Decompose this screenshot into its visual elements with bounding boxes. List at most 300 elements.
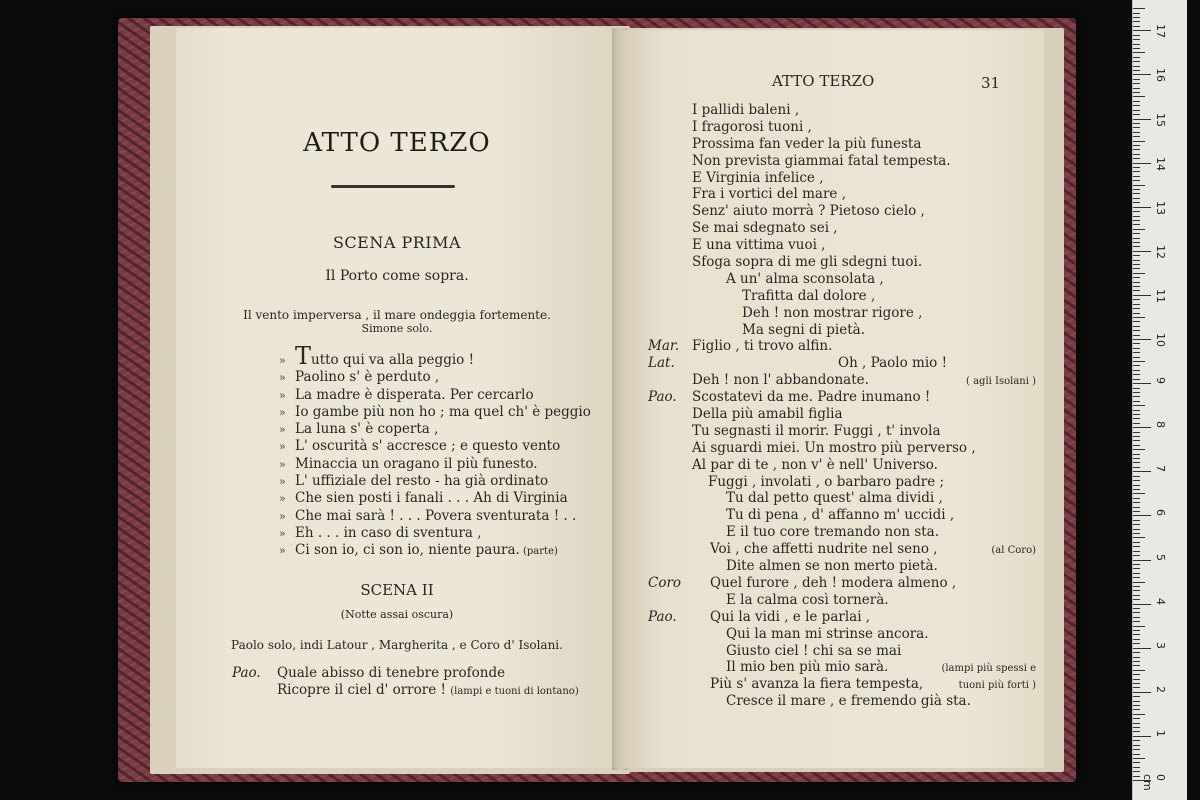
verse-line	[279, 369, 591, 386]
verse-text: Il mio ben più mio sarà.	[726, 659, 889, 676]
stage-direction: tuoni più forti )	[958, 680, 1036, 692]
ruler-tick	[1133, 365, 1140, 366]
ruler-tick	[1133, 264, 1140, 265]
ruler-tick	[1133, 524, 1140, 525]
quote-mark: »	[279, 526, 286, 540]
scene-setting: Il Porto come sopra.	[325, 268, 469, 284]
ruler-tick	[1133, 343, 1140, 344]
verse-line	[622, 643, 1044, 660]
verse-line	[622, 322, 1044, 339]
page-title: ATTO TERZO	[303, 128, 491, 158]
verse-line	[622, 220, 1044, 237]
ruler-tick	[1133, 630, 1140, 631]
verse-line	[622, 440, 1044, 457]
ruler-label: 1	[1154, 729, 1167, 737]
ruler-label: 7	[1154, 465, 1167, 473]
ruler-label: 2	[1154, 685, 1167, 693]
ruler-tick	[1133, 454, 1140, 455]
ruler-tick	[1133, 414, 1140, 415]
verse-text: Figlio , ti trovo alfin.	[692, 338, 833, 355]
ruler-tick	[1133, 692, 1151, 693]
verse-line	[622, 474, 1044, 491]
verse-text: Senz' aiuto morrà ? Pietoso cielo ,	[692, 203, 925, 220]
ruler-tick	[1133, 458, 1140, 459]
ruler-tick	[1133, 158, 1140, 159]
speech	[277, 665, 579, 700]
ruler-tick	[1133, 560, 1151, 561]
ruler-label: 10	[1154, 333, 1167, 347]
scene-heading: SCENA PRIMA	[332, 233, 462, 252]
ruler-tick	[1133, 718, 1140, 719]
ruler-tick	[1133, 348, 1140, 349]
drop-capital: T	[295, 342, 312, 370]
ruler-tick	[1133, 498, 1140, 499]
ruler-tick	[1133, 233, 1140, 234]
ruler-tick	[1133, 304, 1140, 305]
verse-line	[622, 186, 1044, 203]
ruler-tick	[1133, 493, 1145, 494]
ruler-label: 15	[1154, 112, 1167, 127]
verse-text: Oh , Paolo mio !	[838, 355, 947, 372]
ruler-tick	[1133, 220, 1140, 221]
verse-text: Io gambe più non ho ; ma quel ch' è peggio	[295, 403, 591, 420]
ruler-tick	[1133, 79, 1140, 80]
ruler-tick	[1133, 268, 1140, 269]
verse-line	[622, 676, 1044, 693]
ruler-tick	[1133, 70, 1140, 71]
ruler-label: 13	[1154, 200, 1167, 215]
verse-text: Non prevista giammai fatal tempesta.	[692, 152, 951, 169]
verse-text: Tu di pena , d' affanno m' uccidi ,	[726, 507, 955, 524]
ruler-tick	[1133, 573, 1140, 574]
verse-line	[622, 153, 1044, 170]
ruler-tick	[1133, 604, 1151, 605]
ruler-tick	[1133, 388, 1140, 389]
ruler-tick	[1133, 445, 1140, 446]
ruler-tick	[1133, 39, 1140, 40]
ruler-tick	[1133, 586, 1140, 587]
ruler-tick	[1133, 299, 1140, 300]
verse-line	[622, 203, 1044, 220]
ruler-label: 8	[1154, 421, 1167, 429]
ruler-tick	[1133, 211, 1140, 212]
ruler-tick	[1133, 335, 1140, 336]
verse-line	[279, 342, 591, 370]
ruler-tick	[1133, 255, 1140, 256]
speech-text: Ricopre il ciel d' orrore !	[277, 682, 446, 698]
ruler-tick	[1133, 657, 1140, 658]
verse-block	[279, 342, 591, 561]
ruler-tick	[1133, 308, 1140, 309]
ruler-tick	[1133, 273, 1145, 274]
ruler-tick	[1133, 546, 1140, 547]
ruler-tick	[1133, 145, 1140, 146]
verse-text: I fragorosi tuoni ,	[692, 118, 812, 135]
ruler-tick	[1133, 251, 1151, 252]
verse-text: Qui la vidi , e le parlai ,	[710, 608, 871, 625]
ruler-tick	[1133, 141, 1145, 142]
verse-line	[279, 438, 591, 455]
ruler-tick	[1133, 449, 1145, 450]
stage-direction: (lampi e tuoni di lontano)	[450, 686, 579, 697]
ruler-tick	[1133, 626, 1145, 627]
verse-line	[622, 558, 1044, 575]
ruler-tick	[1133, 216, 1140, 217]
verse-line	[622, 626, 1044, 643]
ruler-tick	[1133, 736, 1151, 737]
quote-mark: »	[279, 388, 286, 402]
ruler-label: 16	[1154, 68, 1167, 83]
verse-line	[622, 338, 1044, 355]
ruler-tick	[1133, 683, 1140, 684]
ruler-tick	[1133, 529, 1140, 530]
verse-line	[622, 355, 1044, 372]
ruler-tick	[1133, 489, 1140, 490]
verse-text: E il tuo core tremando non sta.	[726, 524, 940, 541]
ruler-tick	[1133, 652, 1140, 653]
stage-direction: ( agli Isolani )	[966, 376, 1036, 388]
quote-mark: »	[279, 492, 286, 506]
scene-setting-2: (Notte assai oscura)	[340, 608, 454, 621]
verse-block	[622, 102, 1044, 710]
speech-line	[277, 682, 579, 700]
verse-line	[622, 659, 1044, 676]
ruler-tick	[1133, 96, 1145, 97]
verse-text: Voi , che affetti nudrite nel seno ,	[710, 541, 938, 558]
quote-mark: »	[279, 405, 286, 419]
verse-text: Dite almen se non merto pietà.	[726, 558, 938, 575]
ruler-tick	[1133, 198, 1140, 199]
verse-line	[622, 254, 1044, 271]
verse-text: Più s' avanza la fiera tempesta,	[710, 676, 924, 693]
stage-direction: (parte)	[519, 546, 558, 558]
ruler-tick	[1133, 74, 1151, 75]
verse-text: E una vittima vuoi ,	[692, 237, 826, 254]
speaker-label: Pao.	[648, 389, 677, 406]
ruler-tick	[1133, 595, 1140, 596]
verse-text: Eh . . . in caso di sventura ,	[295, 524, 482, 541]
verse-line	[279, 404, 591, 421]
verse-text: Fuggi , involati , o barbaro padre ;	[708, 473, 945, 490]
ruler-tick	[1133, 132, 1140, 133]
ruler-tick	[1133, 136, 1140, 137]
ruler-tick	[1133, 754, 1140, 755]
verse-text: Che sien posti i fanali . . . Ah di Virginia	[295, 490, 568, 507]
verse-text: Cresce il mare , e fremendo già sta.	[726, 693, 971, 710]
verse-line	[622, 119, 1044, 136]
ruler-tick	[1133, 749, 1140, 750]
ruler-tick	[1133, 286, 1140, 287]
ruler-tick	[1133, 679, 1140, 680]
verse-line	[622, 609, 1044, 626]
ruler-tick	[1133, 383, 1151, 384]
ruler-tick	[1133, 555, 1140, 556]
speaker-label: Lat.	[648, 355, 675, 372]
ruler-tick	[1133, 61, 1140, 62]
running-header: ATTO TERZO	[772, 72, 875, 90]
ruler-tick	[1133, 207, 1151, 208]
ruler-tick	[1133, 423, 1140, 424]
ruler-tick	[1133, 110, 1140, 111]
ruler-tick	[1133, 542, 1140, 543]
verse-text: Sfoga sopra di me gli sdegni tuoi.	[692, 254, 923, 271]
verse-line	[622, 507, 1044, 524]
ruler-tick	[1133, 238, 1140, 239]
ruler-tick	[1133, 639, 1140, 640]
quote-mark: »	[279, 509, 286, 523]
ruler-tick	[1133, 101, 1140, 102]
ruler-tick	[1133, 114, 1140, 115]
ruler-tick	[1133, 440, 1140, 441]
verse-line	[622, 592, 1044, 609]
stage-direction: Il vento imperversa , il mare ondeggia fortemente.	[243, 308, 551, 322]
ruler-label: 4	[1154, 597, 1167, 605]
ruler-tick	[1133, 21, 1140, 22]
title-rule	[331, 185, 455, 188]
ruler-tick	[1133, 705, 1140, 706]
verse-text: E la calma così tornerà.	[726, 591, 889, 608]
verse-text: E Virginia infelice ,	[692, 169, 824, 186]
ruler-tick	[1133, 727, 1140, 728]
ruler-tick	[1133, 665, 1140, 666]
verse-text: Al par di te , non v' è nell' Universo.	[692, 456, 938, 473]
verse-text: Ma segni di pietà.	[742, 321, 865, 338]
ruler-tick	[1133, 436, 1140, 437]
ruler-tick	[1133, 758, 1145, 759]
ruler-tick	[1133, 48, 1140, 49]
ruler-tick	[1133, 66, 1140, 67]
verse-text: Deh ! non mostrar rigore ,	[742, 304, 923, 321]
scene-heading-2: SCENA II	[360, 581, 434, 599]
ruler-tick	[1133, 317, 1145, 318]
ruler-tick	[1133, 202, 1140, 203]
ruler-tick	[1133, 370, 1140, 371]
ruler-tick	[1133, 661, 1140, 662]
quote-mark: »	[279, 354, 286, 367]
ruler-tick	[1133, 246, 1140, 247]
ruler-tick	[1133, 564, 1140, 565]
ruler-tick	[1133, 396, 1140, 397]
ruler-tick	[1133, 771, 1140, 772]
stage-direction: (lampi più spessi e	[941, 663, 1036, 675]
verse-text: Fra i vortici del mare ,	[692, 186, 847, 203]
ruler-tick	[1133, 714, 1145, 715]
ruler-tick	[1133, 634, 1140, 635]
ruler-tick	[1133, 57, 1140, 58]
ruler-tick	[1133, 701, 1140, 702]
ruler-tick	[1133, 643, 1140, 644]
verse-text: Se mai sdegnato sei ,	[692, 220, 838, 237]
ruler-tick	[1133, 154, 1140, 155]
verse-line	[622, 490, 1044, 507]
ruler-tick	[1133, 427, 1151, 428]
verse-line	[622, 102, 1044, 119]
ruler-tick	[1133, 410, 1140, 411]
verse-text: Giusto ciel ! chi sa se mai	[726, 642, 902, 659]
verse-line	[279, 456, 591, 473]
ruler-tick	[1133, 731, 1140, 732]
verse-text: Paolino s' è perduto ,	[295, 369, 440, 386]
ruler-tick	[1133, 696, 1140, 697]
ruler-tick	[1133, 776, 1140, 777]
speech-line: Quale abisso di tenebre profonde	[277, 665, 506, 681]
verse-text: Quel furore , deh ! modera almeno ,	[710, 574, 957, 591]
ruler-tick	[1133, 163, 1151, 164]
ruler-tick	[1133, 480, 1140, 481]
ruler-tick	[1133, 767, 1140, 768]
verse-text: Prossima fan veder la più funesta	[692, 135, 922, 152]
quote-mark: »	[279, 371, 286, 385]
ruler-tick	[1133, 379, 1140, 380]
ruler-tick	[1133, 762, 1140, 763]
character-note: Simone solo.	[361, 322, 433, 335]
verse-text: Ci son io, ci son io, niente paura.	[295, 542, 520, 559]
ruler-tick	[1133, 599, 1140, 600]
ruler-tick	[1133, 612, 1140, 613]
ruler-tick	[1133, 405, 1145, 406]
ruler-tick	[1133, 330, 1140, 331]
ruler-tick	[1133, 282, 1140, 283]
ruler-tick	[1133, 533, 1140, 534]
quote-mark: »	[279, 475, 286, 489]
ruler-label: 11	[1154, 288, 1167, 303]
quote-mark: »	[279, 440, 286, 454]
ruler-tick	[1133, 467, 1140, 468]
verse-line	[622, 288, 1044, 305]
ruler-tick	[1133, 582, 1145, 583]
quote-mark: »	[279, 457, 286, 471]
ruler-tick	[1133, 401, 1140, 402]
verse-line	[622, 389, 1044, 406]
verse-line	[622, 423, 1044, 440]
verse-line	[622, 372, 1044, 389]
ruler-tick	[1133, 83, 1140, 84]
verse-text: La madre è disperata. Per cercarlo	[295, 386, 534, 403]
ruler-label: 6	[1154, 509, 1167, 517]
ruler-tick	[1133, 92, 1140, 93]
ruler-tick	[1133, 13, 1140, 14]
verse-line	[622, 136, 1044, 153]
verse-line	[279, 508, 591, 525]
ruler-tick	[1133, 193, 1140, 194]
speaker-label: Pao.	[648, 608, 677, 625]
ruler-tick	[1133, 119, 1151, 120]
verse-line	[622, 271, 1044, 288]
page-number: 31	[981, 74, 1001, 92]
ruler-tick	[1133, 476, 1140, 477]
verse-line	[622, 524, 1044, 541]
ruler-label: 12	[1154, 244, 1167, 259]
ruler-tick	[1133, 44, 1140, 45]
ruler-label: 3	[1154, 641, 1167, 649]
speaker-label: Coro	[648, 574, 682, 591]
ruler-tick	[1133, 88, 1140, 89]
ruler-tick	[1133, 277, 1140, 278]
ruler-tick	[1133, 608, 1140, 609]
ruler-tick	[1133, 17, 1140, 18]
ruler-tick	[1133, 8, 1145, 9]
cast-list: Paolo solo, indi Latour , Margherita , e Coro d' Isolani.	[231, 638, 563, 652]
ruler-tick	[1133, 30, 1151, 31]
ruler-tick	[1133, 507, 1140, 508]
ruler-tick	[1133, 485, 1140, 486]
quote-mark: »	[279, 544, 286, 558]
verse-text: La luna s' è coperta ,	[295, 421, 439, 438]
ruler-tick	[1133, 149, 1140, 150]
ruler-label: 0 cm	[1141, 774, 1167, 791]
ruler-tick	[1133, 568, 1140, 569]
ruler-tick	[1133, 687, 1140, 688]
verse-text: Deh ! non l' abbandonate.	[692, 372, 869, 389]
ruler-tick	[1133, 105, 1140, 106]
verse-text: I pallidi baleni ,	[692, 102, 800, 118]
verse-text: Scostatevi da me. Padre inumano !	[692, 389, 931, 406]
ruler-tick	[1133, 123, 1140, 124]
verse-text: utto qui va alla peggio !	[311, 352, 474, 368]
verse-text: Tu dal petto quest' alma dividi ,	[726, 490, 943, 507]
ruler-tick	[1133, 189, 1140, 190]
ruler-tick	[1133, 617, 1140, 618]
ruler-tick	[1133, 326, 1140, 327]
ruler-tick	[1133, 670, 1145, 671]
ruler-tick	[1133, 648, 1151, 649]
verse-text: Che mai sarà ! . . . Povera sventurata ! . .	[295, 507, 577, 524]
ruler-tick	[1133, 502, 1140, 503]
ruler-tick	[1133, 224, 1140, 225]
ruler-tick	[1133, 432, 1140, 433]
speaker-label: Mar.	[648, 338, 680, 355]
right-page	[622, 30, 1044, 768]
ruler-tick	[1133, 357, 1140, 358]
verse-line	[279, 542, 591, 560]
ruler-tick	[1133, 339, 1151, 340]
verse-text: Ai sguardi miei. Un mostro più perverso ,	[692, 439, 976, 456]
ruler-tick	[1133, 709, 1140, 710]
verse-text: Trafitta dal dolore ,	[742, 287, 876, 304]
measuring-ruler	[1132, 0, 1187, 800]
verse-line	[279, 525, 591, 542]
ruler-tick	[1133, 462, 1140, 463]
verse-text: Qui la man mi strinse ancora.	[726, 625, 929, 642]
verse-line	[622, 541, 1044, 558]
ruler-label: 9	[1154, 377, 1167, 385]
verse-line	[622, 170, 1044, 187]
ruler-tick	[1133, 674, 1140, 675]
ruler-tick	[1133, 260, 1140, 261]
ruler-tick	[1133, 180, 1140, 181]
verse-line	[279, 473, 591, 490]
verse-text: A un' alma sconsolata ,	[726, 270, 884, 287]
ruler-tick	[1133, 590, 1140, 591]
ruler-tick	[1133, 740, 1140, 741]
verse-text: L' oscurità s' accresce ; e questo vento	[295, 438, 561, 455]
ruler-tick	[1133, 242, 1140, 243]
ruler-tick	[1133, 745, 1140, 746]
verse-text: Minaccia un oragano il più funesto.	[295, 455, 538, 472]
ruler-tick	[1133, 418, 1140, 419]
verse-line	[622, 693, 1044, 710]
speaker-label: Pao.	[232, 665, 261, 681]
ruler-tick	[1133, 511, 1140, 512]
ruler-label: 17	[1154, 24, 1167, 39]
ruler-tick	[1133, 229, 1145, 230]
ruler-tick	[1133, 471, 1151, 472]
ruler-tick	[1133, 313, 1140, 314]
verse-line	[279, 490, 591, 507]
ruler-tick	[1133, 185, 1145, 186]
verse-line	[622, 237, 1044, 254]
ruler-tick	[1133, 520, 1140, 521]
